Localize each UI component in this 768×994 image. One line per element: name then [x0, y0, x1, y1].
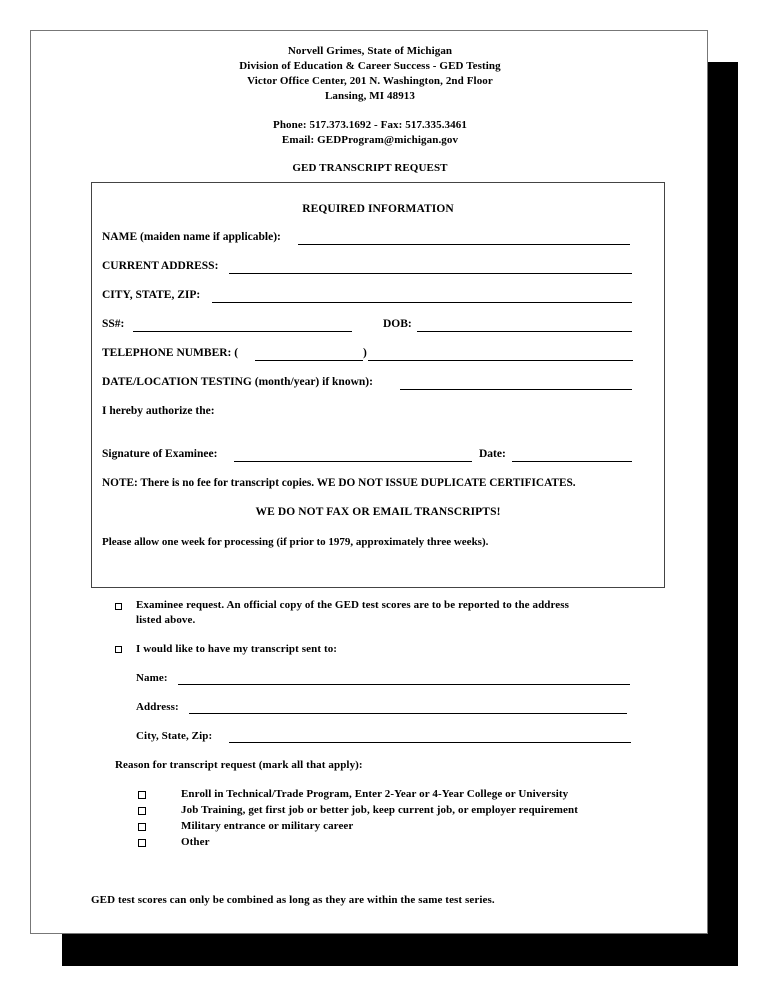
send-to-checkbox[interactable] [115, 646, 122, 653]
recipient-address-label: Address: [136, 701, 179, 713]
recipient-city-field[interactable] [229, 742, 631, 743]
city-field[interactable] [212, 302, 632, 303]
telephone-field[interactable] [368, 360, 633, 361]
name-label: NAME (maiden name if applicable): [102, 231, 281, 243]
header-line-4: Lansing, MI 48913 [324, 90, 416, 102]
recipient-address-field[interactable] [189, 713, 627, 714]
name-field[interactable] [298, 244, 630, 245]
header-line-3: Victor Office Center, 201 N. Washington, 2nd Floor [247, 75, 493, 87]
no-fax-text: WE DO NOT FAX OR EMAIL TRANSCRIPTS! [255, 506, 501, 518]
date-location-field[interactable] [400, 389, 632, 390]
address-row [102, 260, 654, 276]
examinee-request-line-2: listed above. [136, 614, 196, 626]
date-location-label: DATE/LOCATION TESTING (month/year) if known): [102, 376, 373, 388]
reason-title: Reason for transcript request (mark all that apply): [115, 759, 363, 771]
required-title: REQUIRED INFORMATION [302, 203, 454, 215]
examinee-request-checkbox[interactable] [115, 603, 122, 610]
telephone-label: TELEPHONE NUMBER: ( [102, 347, 239, 359]
reason-label-2: Job Training, get first job or better job, keep current job, or employer requirement [181, 804, 579, 816]
footer-note: GED test scores can only be combined as long as they are within the same test series. [91, 894, 495, 906]
address-label: CURRENT ADDRESS: [102, 260, 219, 272]
address-field[interactable] [229, 273, 632, 274]
allow-text: Please allow one week for processing (if prior to 1979, approximately three weeks). [102, 536, 489, 548]
area-code-field[interactable] [255, 360, 363, 361]
reason-checkbox-3[interactable] [138, 823, 146, 831]
header-phone: Phone: 517.373.1692 - Fax: 517.335.3461 [273, 119, 467, 131]
send-to-text: I would like to have my transcript sent to: [136, 643, 338, 655]
document-page [30, 30, 708, 934]
dob-label: DOB: [383, 318, 412, 330]
header-line-2: Division of Education & Career Success - GED Testing [239, 60, 501, 72]
date-label: Date: [479, 448, 506, 460]
city-row [102, 289, 654, 305]
signature-label: Signature of Examinee: [102, 448, 218, 460]
signature-field[interactable] [234, 461, 472, 462]
date-field[interactable] [512, 461, 632, 462]
reason-checkbox-2[interactable] [138, 807, 146, 815]
reason-label-1: Enroll in Technical/Trade Program, Enter 2-Year or 4-Year College or University [181, 788, 569, 800]
reason-checkbox-4[interactable] [138, 839, 146, 847]
ss-field[interactable] [133, 331, 352, 332]
examinee-request-line-1: Examinee request. An official copy of the GED test scores are to be reported to the address [136, 599, 570, 611]
dob-field[interactable] [417, 331, 632, 332]
reason-label-4: Other [181, 836, 210, 848]
telephone-close-paren: ) [363, 347, 367, 359]
authorize-row [102, 405, 654, 421]
allow-row [102, 536, 654, 552]
header-email: Email: GEDProgram@michigan.gov [281, 134, 459, 146]
authorize-text: I hereby authorize the: [102, 405, 215, 417]
form-title: GED TRANSCRIPT REQUEST [292, 162, 448, 174]
name-row [102, 231, 654, 247]
recipient-name-field[interactable] [178, 684, 630, 685]
header-line-1: Norvell Grimes, State of Michigan [287, 45, 453, 57]
note-text: NOTE: There is no fee for transcript copies. WE DO NOT ISSUE DUPLICATE CERTIFICATES. [102, 477, 576, 489]
signature-row [102, 448, 654, 464]
reason-checkbox-1[interactable] [138, 791, 146, 799]
date-location-row [102, 376, 654, 392]
reason-label-3: Military entrance or military career [181, 820, 354, 832]
telephone-row [102, 347, 654, 363]
recipient-city-label: City, State, Zip: [136, 730, 213, 742]
ss-label: SS#: [102, 318, 125, 330]
required-information-box [91, 182, 665, 588]
note-row [102, 477, 654, 493]
recipient-name-label: Name: [136, 672, 168, 684]
city-label: CITY, STATE, ZIP: [102, 289, 201, 301]
ss-dob-row [102, 318, 654, 334]
